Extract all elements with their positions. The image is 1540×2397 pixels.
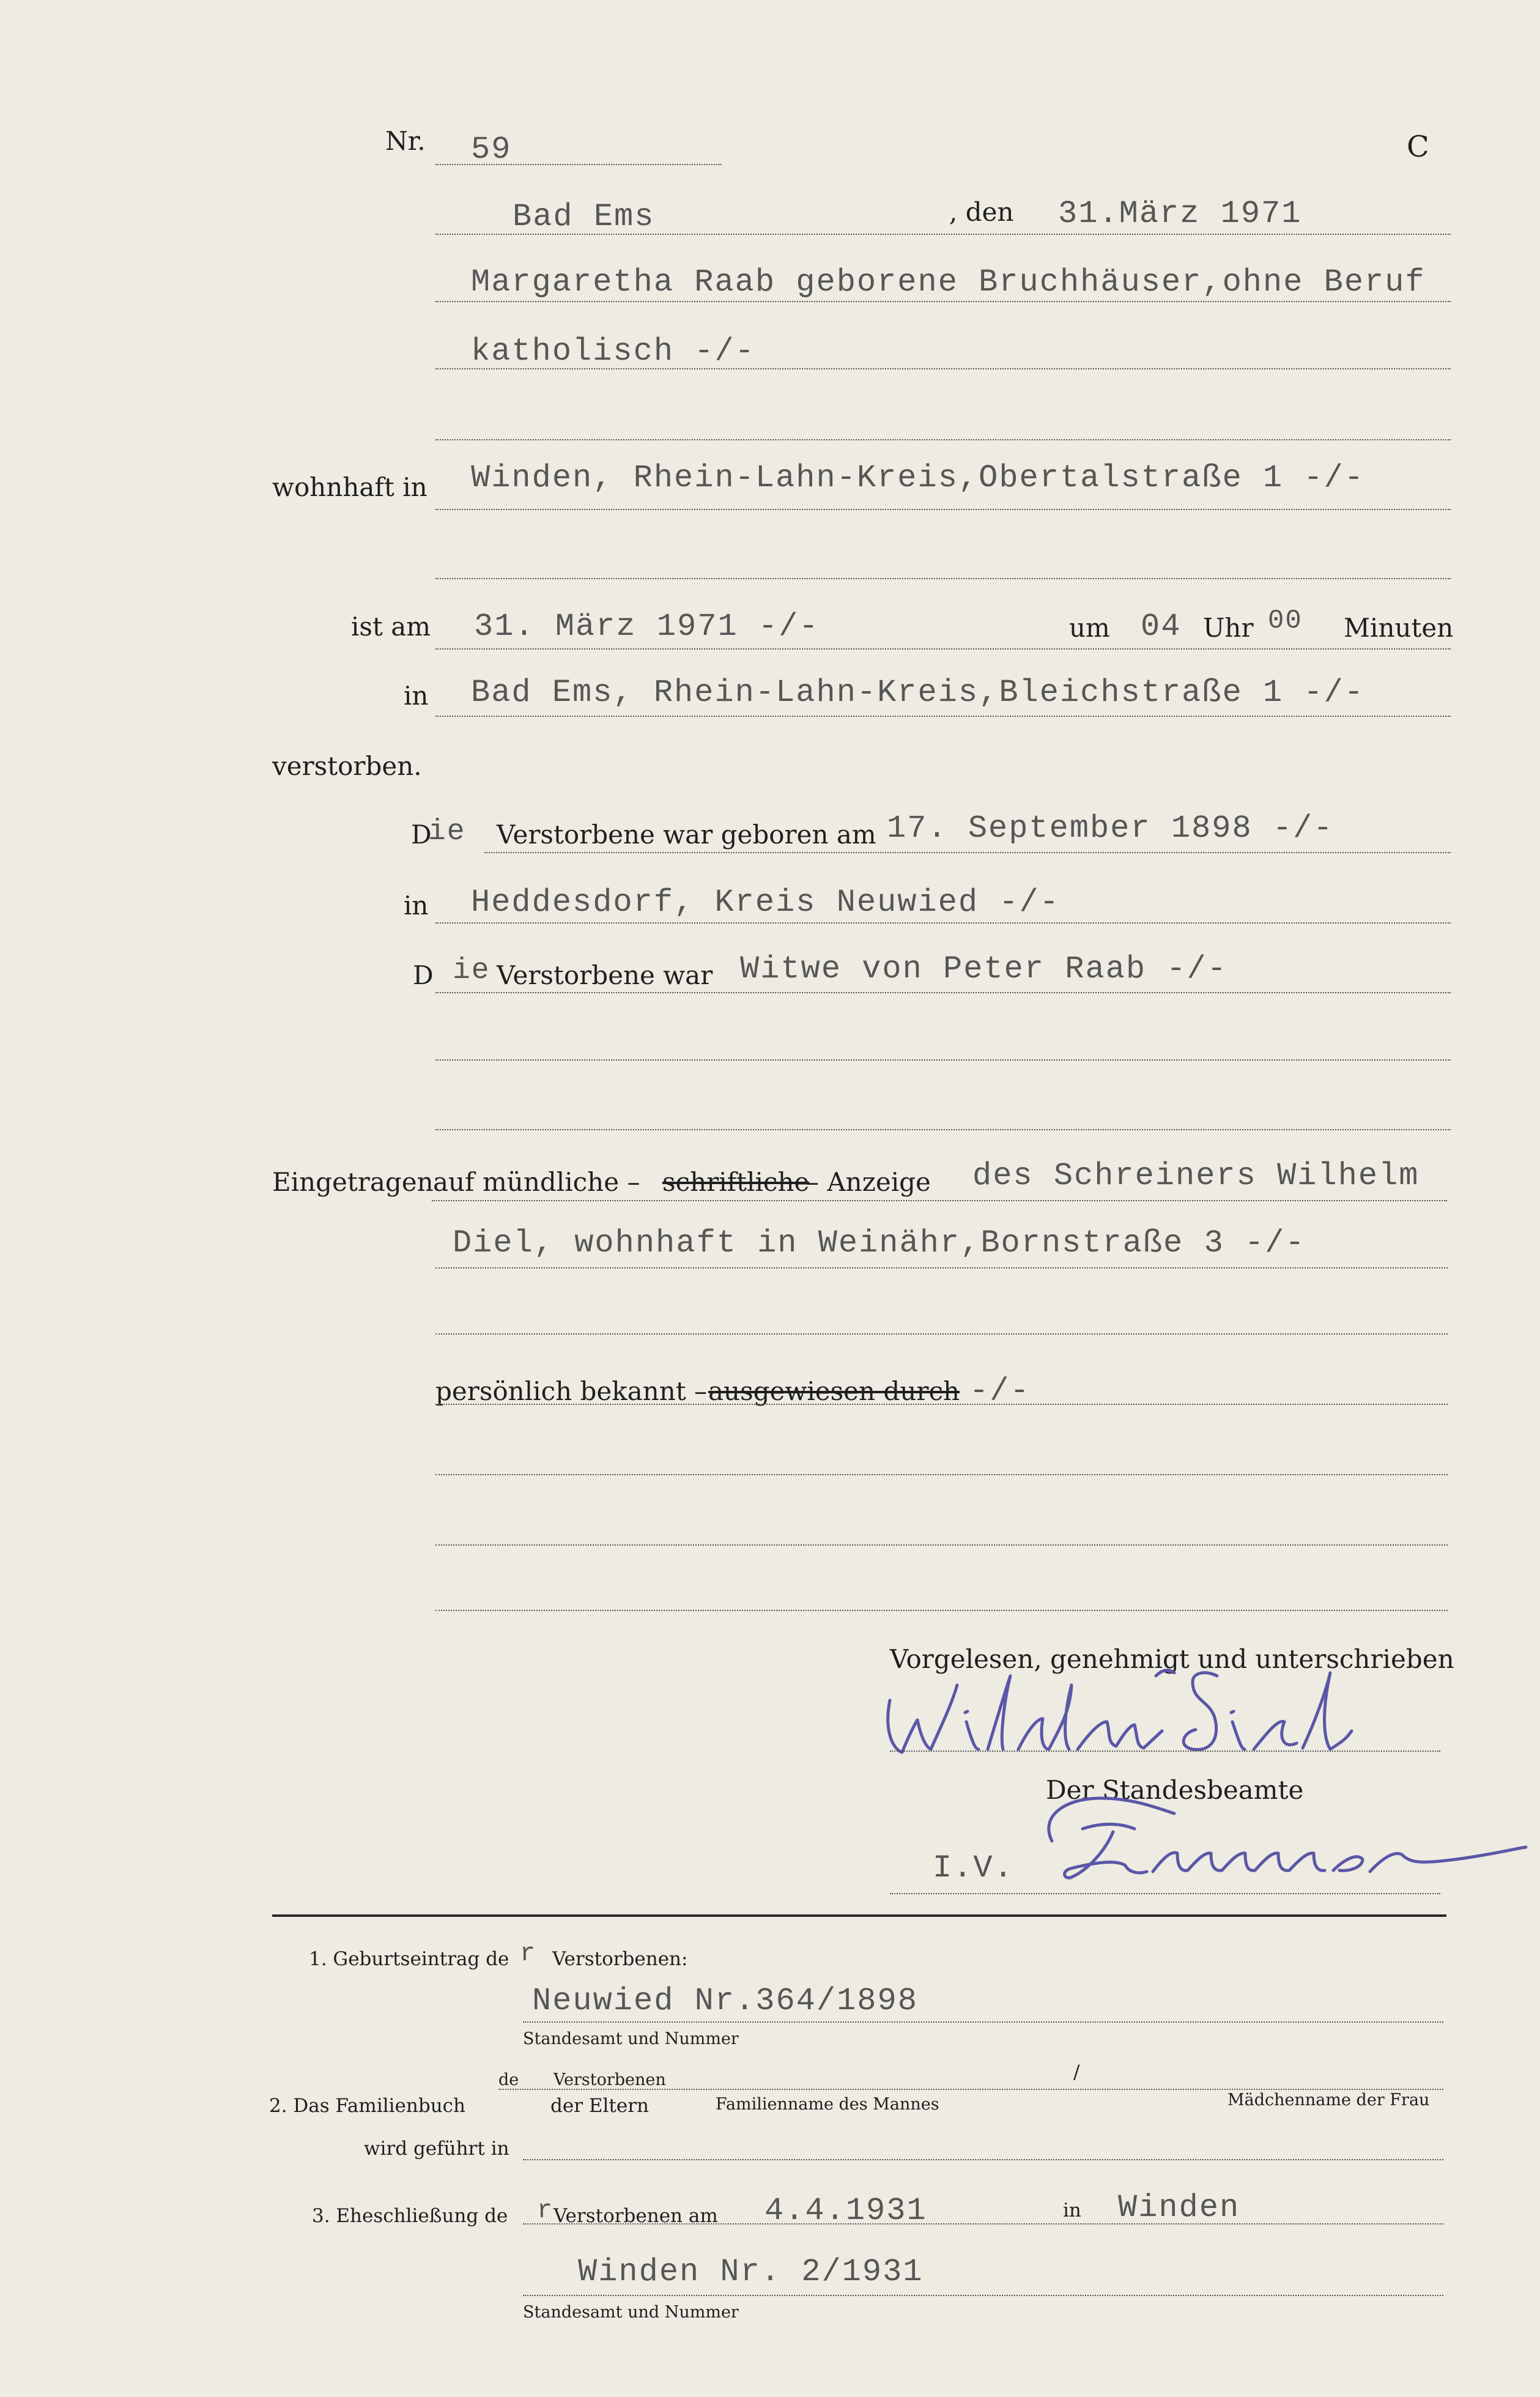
item-3-registry: Winden Nr. 2/1931 [578,2254,924,2290]
status-ie-suffix: ie [453,954,491,987]
nr-value: 59 [471,132,512,168]
informant-signature-line [890,1751,1440,1752]
den-label: , den [949,197,1014,227]
uhr-label: Uhr [1203,613,1254,643]
auf-muendliche-label: auf mündliche – [433,1167,640,1197]
birth-ie-suffix: ie [428,815,466,848]
item-3-r: r [537,2196,554,2225]
death-place: Bad Ems, Rhein-Lahn-Kreis,Bleichstraße 1 -/- [471,675,1365,711]
item-2-verstorbenen: Verstorbenen [553,2070,666,2089]
birth-label: Verstorbene war geboren am [497,820,876,850]
blank-line [435,1544,1448,1546]
item-3-place: Winden [1118,2190,1240,2226]
schriftliche-struck: schriftliche [662,1167,810,1197]
wohnhaft-label: wohnhaft in [272,472,428,502]
deceased-religion: katholisch -/- [471,333,755,369]
maedchenname-frau-caption: Mädchenname der Frau [1227,2091,1430,2110]
official-signature-line [890,1893,1440,1894]
item-2-de: de [498,2070,519,2089]
item-3-suffix: Verstorbenen am [553,2205,718,2227]
birth-place-line [435,922,1451,924]
item-1-caption: Standesamt und Nummer [523,2029,739,2048]
item-3-in: in [1063,2199,1081,2221]
blank-line [435,578,1451,579]
place-date-line [435,234,1451,235]
ist-am-label: ist am [351,612,431,642]
nr-label: Nr. [385,126,426,156]
informant-signature [875,1664,1394,1768]
blank-line [435,1333,1448,1335]
birth-d-prefix: D [411,820,432,850]
item-3-caption: Standesamt und Nummer [523,2303,739,2322]
iv-label: I.V. [933,1850,1014,1886]
eingetragen-label: Eingetragen [272,1167,434,1197]
ausgewiesen-line [435,1404,1448,1405]
informant-line-1: des Schreiners Wilhelm [972,1158,1420,1194]
wird-gefuehrt-label: wird geführt in [364,2138,509,2160]
item-2-label: 2. Das Familienbuch [269,2095,466,2117]
familienname-mannes-caption: Familienname des Mannes [716,2095,939,2114]
ausgewiesen-value: -/- [969,1373,1031,1409]
status-value: Witwe von Peter Raab -/- [740,951,1227,987]
item-1-label: 1. Geburtseintrag de [309,1948,509,1970]
status-d-prefix: D [413,960,434,990]
birth-place: Heddesdorf, Kreis Neuwied -/- [471,884,1060,921]
item-1-suffix: Verstorbenen: [552,1948,688,1970]
item-1-line [523,2021,1443,2023]
item-2-line [498,2089,1443,2090]
status-label: Verstorbene war [497,960,713,990]
standesbeamte-label: Der Standesbeamte [1046,1775,1304,1805]
registration-place: Bad Ems [513,199,655,235]
section-divider [272,1914,1446,1917]
religion-line [435,368,1451,369]
item-1-r: r [520,1939,537,1968]
address-line [435,509,1451,510]
item-3-registry-line [523,2295,1443,2296]
death-date: 31. März 1971 -/- [474,609,820,645]
deceased-name: Margaretha Raab geborene Bruchhäuser,ohne Beruf [471,264,1426,300]
deceased-address: Winden, Rhein-Lahn-Kreis,Obertalstraße 1 -/- [471,460,1365,496]
item-2-slash: / [1073,2061,1080,2083]
official-signature [1027,1774,1529,1896]
ausgewiesen-label: ausgewiesen durch [708,1376,960,1406]
um-label: um [1069,613,1110,643]
bekannt-label: persönlich bekannt – [435,1376,708,1406]
death-place-line [435,716,1451,717]
item-1-value: Neuwied Nr.364/1898 [532,1983,918,2019]
death-in-label: in [404,681,429,711]
blank-line [435,1610,1448,1611]
nr-line [435,164,722,165]
blank-line [435,439,1451,440]
series-letter: C [1407,130,1429,164]
name-line [435,301,1451,302]
death-date-line [435,648,1451,650]
death-hour: 04 [1141,609,1182,645]
informant-line-2-rule [435,1267,1448,1269]
blank-line [435,1474,1448,1475]
item-3-line [523,2223,1443,2225]
blank-line [435,1129,1451,1130]
wird-gefuehrt-line [523,2159,1443,2160]
birth-date: 17. September 1898 -/- [887,810,1334,847]
informant-line-1-rule [432,1200,1447,1201]
verstorben-label: verstorben. [272,751,422,781]
death-minutes: 00 [1268,606,1303,636]
item-2-eltern: der Eltern [550,2095,649,2117]
birth-in-label: in [404,891,429,921]
vorgelesen-label: Vorgelesen, genehmigt und unterschrieben [890,1644,1454,1674]
item-3-date: 4.4.1931 [764,2193,927,2229]
anzeige-label: – Anzeige [806,1167,931,1197]
registration-date: 31.März 1971 [1058,196,1302,232]
birth-date-line [484,852,1451,853]
blank-line [435,1059,1451,1061]
minuten-label: Minuten [1344,613,1454,643]
status-line [435,992,1451,993]
informant-line-2: Diel, wohnhaft in Weinähr,Bornstraße 3 -/- [453,1225,1306,1261]
item-3-label: 3. Eheschließung de [312,2205,508,2227]
